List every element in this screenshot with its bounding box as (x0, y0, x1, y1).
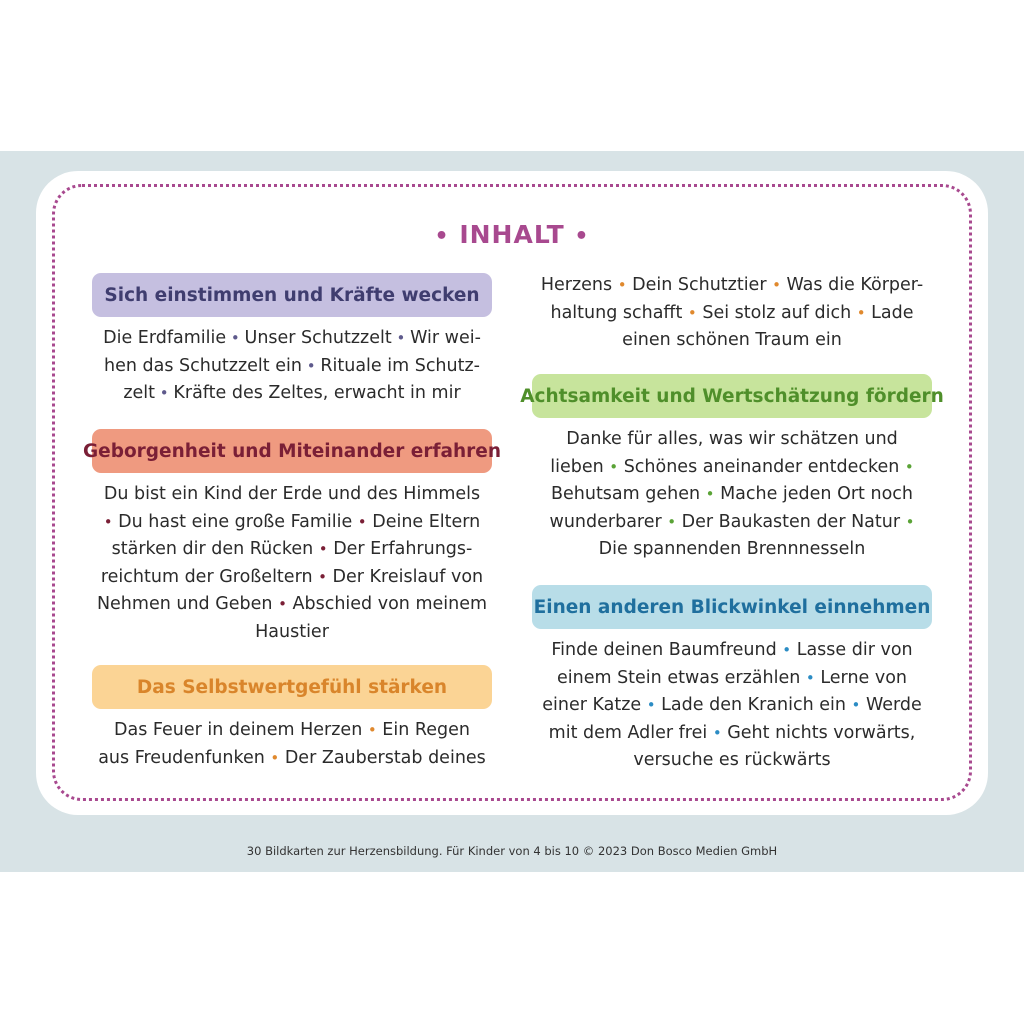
text-line (92, 509, 492, 537)
text-line (92, 380, 492, 408)
page-title (0, 220, 1024, 249)
text-line (532, 272, 932, 300)
section-3-continued (532, 272, 932, 355)
item-text: einem Stein etwas erzählen (556, 667, 806, 688)
item-text: Haustier (255, 621, 329, 642)
bullet-dot: • (851, 696, 861, 714)
item-text: Sei stolz auf dich (696, 302, 857, 323)
bullet-dot: • (687, 303, 697, 322)
item-text: zelt (123, 383, 156, 403)
item-text: haltung schafft (550, 302, 688, 323)
text-line (532, 509, 932, 537)
item-text: Schönes aneinander entdecken (618, 456, 905, 477)
item-text: Herzens (540, 275, 618, 295)
section-4 (520, 374, 944, 564)
text-line (92, 481, 492, 509)
item-text: Der Kreislauf von (326, 566, 484, 587)
section-3 (92, 665, 492, 772)
section-1-heading: Sich einstimmen und Kräfte wecken (92, 273, 492, 317)
item-text: einer Katze (542, 695, 647, 715)
bullet-dot: • (357, 512, 367, 531)
text-line (92, 591, 492, 619)
bullet-dot: • (270, 748, 280, 767)
bullet-dot: • (667, 512, 677, 531)
text-line (532, 747, 932, 775)
item-text: Lade (865, 302, 914, 323)
item-text: Nehmen und Geben (96, 594, 279, 614)
section-1 (92, 273, 492, 408)
title-text: INHALT (459, 220, 565, 249)
item-text: versuche es rückwärts (633, 750, 831, 770)
item-text: Kräfte des Zeltes, erwacht in mir (173, 383, 461, 403)
text-line (532, 481, 932, 509)
section-2-heading: Geborgenheit und Miteinander erfahren (92, 429, 492, 473)
item-text: Was die Körper- (780, 275, 924, 295)
bullet-dot: • (318, 540, 328, 558)
text-line (92, 353, 492, 381)
text-line (92, 619, 492, 647)
bullet-dot: • (856, 303, 866, 322)
section-3-continuation-text (532, 272, 932, 355)
item-text: Behutsam gehen (550, 484, 706, 504)
item-text: Dein Schutztier (626, 275, 773, 295)
bullet-dot: • (391, 329, 411, 347)
text-line (92, 325, 492, 353)
text-line (532, 300, 932, 328)
section-4-heading: Achtsamkeit und Wertschätzung fördern (532, 374, 932, 418)
item-text: Das Feuer in deinem Herzen (114, 720, 368, 740)
item-text: Mache jeden Ort noch (714, 484, 913, 504)
text-line (92, 717, 492, 745)
item-text: Danke für alles, was wir schätzen und (566, 429, 898, 449)
title-bullet-right: • (574, 224, 590, 249)
item-text: Du bist ein Kind der Erde und des Himmels (103, 484, 481, 504)
item-text: Lerne von (814, 667, 908, 688)
footer-copyright: 30 Bildkarten zur Herzensbildung. Für Kinder von 4 bis 10 © 2023 Don Bosco Medien GmbH (246, 844, 778, 858)
bullet-dot: • (609, 457, 619, 476)
bullet-dot: • (646, 696, 656, 714)
item-text: lieben (550, 456, 610, 477)
text-line (532, 454, 932, 482)
bullet-dot: • (905, 512, 915, 531)
item-text: Abschied von meinem (286, 594, 488, 614)
section-5-heading: Einen anderen Blickwinkel einnehmen (532, 585, 932, 629)
item-text: einen schönen Traum ein (622, 330, 842, 350)
item-text: Werde (860, 695, 922, 715)
item-text: Du hast eine große Familie (112, 511, 358, 532)
item-text: Unser Schutzzelt (244, 328, 392, 348)
item-text: Der Baukasten der Natur (676, 511, 906, 532)
item-text: Der Erfahrungs- (327, 539, 473, 559)
bullet-dot: • (712, 723, 722, 742)
item-text: Finde deinen Baumfreund (551, 640, 783, 660)
bullet-dot: • (278, 595, 287, 613)
item-text: Wir wei- (410, 328, 481, 348)
text-line (92, 745, 492, 773)
section-4-text (532, 426, 932, 564)
text-line (92, 564, 492, 592)
bullet-dot: • (772, 276, 781, 294)
item-text: Die spannenden Brennnesseln (598, 539, 866, 559)
bullet-dot: • (782, 641, 792, 659)
bullet-dot: • (301, 356, 321, 375)
title-bullet-left: • (434, 224, 450, 249)
text-line (532, 720, 932, 748)
section-5 (532, 585, 932, 775)
text-line (532, 327, 932, 355)
section-1-text (92, 325, 492, 408)
item-text: reichtum der Großeltern (100, 566, 319, 587)
item-text: Ein Regen (376, 720, 470, 740)
bullet-dot: • (617, 276, 627, 294)
bullet-dot: • (805, 668, 815, 687)
text-line (532, 637, 932, 665)
bullet-dot: • (318, 567, 327, 586)
bullet-dot: • (705, 485, 715, 503)
item-text: Die Erdfamilie (103, 328, 227, 348)
text-line (532, 665, 932, 693)
section-2 (83, 429, 502, 646)
bullet-dot: • (103, 512, 113, 531)
item-text: Deine Eltern (366, 511, 481, 532)
section-3-text (92, 717, 492, 772)
item-text: mit dem Adler frei (548, 722, 713, 743)
item-text: wunderbarer (549, 511, 668, 532)
item-text: Lasse dir von (791, 640, 913, 660)
item-text: stärken dir den Rücken (111, 539, 319, 559)
text-line (92, 536, 492, 564)
bullet-dot: • (155, 384, 174, 402)
item-text: Rituale im Schutz- (320, 355, 480, 376)
bullet-dot: • (904, 457, 914, 476)
item-text: aus Freudenfunken (98, 747, 271, 768)
section-3-heading: Das Selbstwertgefühl stärken (92, 665, 492, 709)
text-line (532, 692, 932, 720)
text-line (532, 536, 932, 564)
bullet-dot: • (226, 329, 245, 347)
item-text: Der Zauberstab deines (279, 747, 486, 768)
text-line (532, 426, 932, 454)
section-5-text (532, 637, 932, 775)
bullet-dot: • (367, 721, 377, 739)
section-2-text (92, 481, 492, 646)
item-text: Lade den Kranich ein (655, 695, 852, 715)
item-text: hen das Schutzzelt ein (104, 355, 302, 376)
item-text: Geht nichts vorwärts, (721, 722, 916, 743)
